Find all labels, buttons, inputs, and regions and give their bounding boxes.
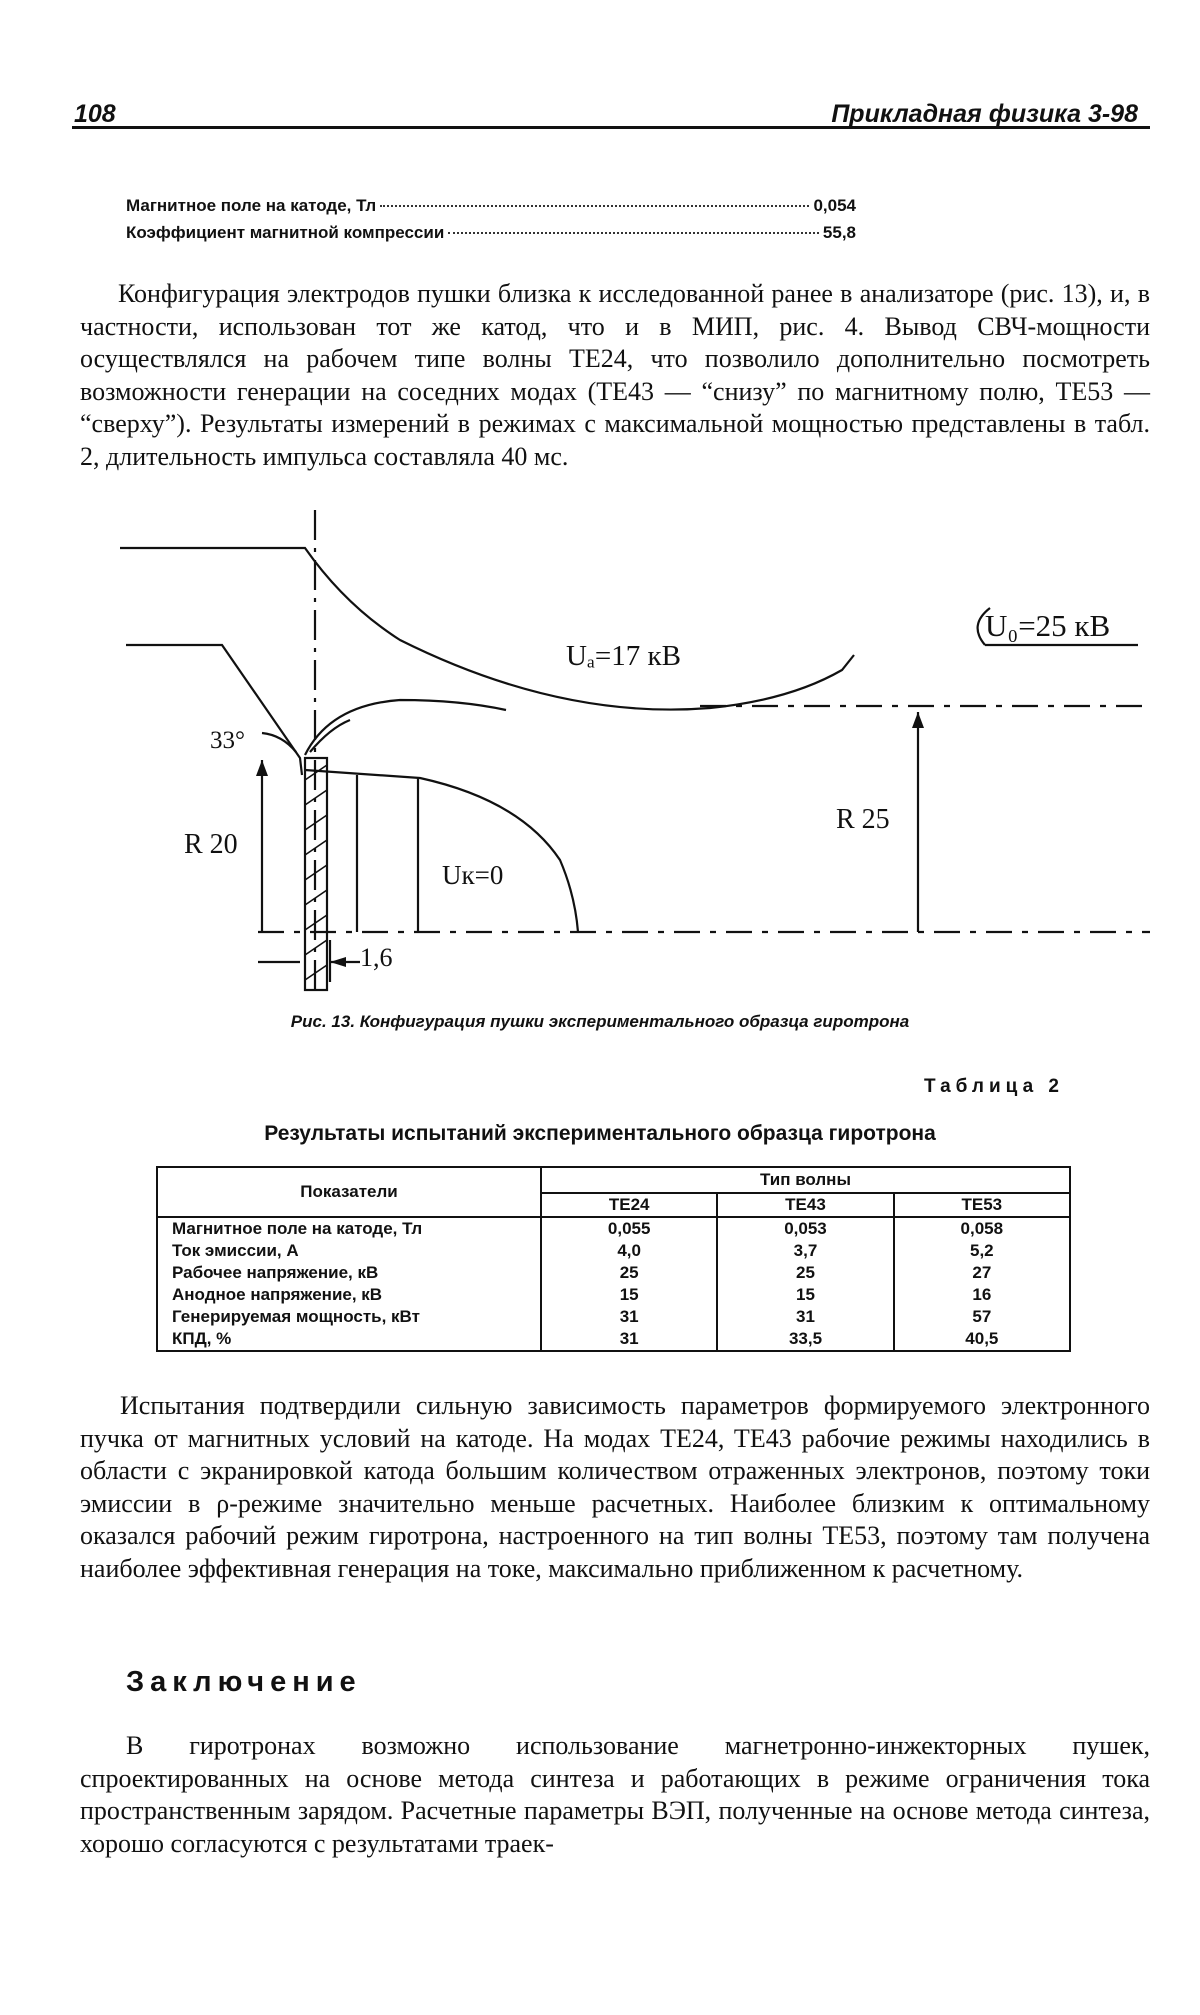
arrowhead: [912, 712, 924, 728]
spec-value: 55,8: [822, 223, 856, 242]
label-angle: 33°: [210, 727, 245, 754]
cell: 15: [717, 1284, 893, 1306]
cell: 3,7: [717, 1240, 893, 1262]
arrowhead: [330, 957, 346, 967]
header-rule: [72, 126, 1150, 129]
cathode-contour: [126, 645, 302, 775]
cell: 5,2: [894, 1240, 1070, 1262]
spec-label: Магнитное поле на катоде, Тл: [126, 196, 377, 215]
anode-contour: [120, 548, 854, 710]
intro-text: Конфигурация электродов пушки близка к исследованной ранее в анализаторе (рис. 13), и, в частности, использован тот же катод, что и в МИП, рис. 4. Вывод СВЧ-мощности осуществлялся на рабочем типе волны TE24, что позволило дополнительно посмотреть возможности генерации на соседних модах (TE43 — “снизу” по магнитному полю, TE53 — “сверху”). Результаты измерений в режимах с максимальной мощностью представлены в табл. 2, длительность импульса составляла 40 мс.: [80, 279, 1150, 471]
spec-line-magnetic-field: [126, 196, 856, 216]
cell: 31: [541, 1306, 717, 1328]
cell: 25: [541, 1262, 717, 1284]
cell: 16: [894, 1284, 1070, 1306]
table-row: [157, 1306, 1070, 1328]
row-label: Магнитное поле на катоде, Тл: [157, 1217, 541, 1240]
table-row: [157, 1262, 1070, 1284]
gun-configuration-figure: [0, 500, 1200, 1000]
intro-paragraph: [80, 278, 1150, 473]
table-label: Таблица 2: [923, 1076, 1064, 1097]
row-label: Анодное напряжение, кВ: [157, 1284, 541, 1306]
header-param: Показатели: [157, 1167, 541, 1217]
conclusion-text: В гиротронах возможно использование магнетронно-инжекторных пушек, спроектированных на основе метода синтеза и работающих в режиме ограничения тока пространственным зарядом. Расчетные параметры ВЭП, полученные на основе метода синтеза, хорошо согласуются с результатами траек-: [80, 1731, 1150, 1858]
figure-caption: Рис. 13. Конфигурация пушки экспериментального образца гиротрона: [290, 1012, 910, 1031]
table-row: [157, 1217, 1070, 1240]
cell: 15: [541, 1284, 717, 1306]
section-title: Заключение: [126, 1666, 362, 1698]
cell: 4,0: [541, 1240, 717, 1262]
table-title: Результаты испытаний экспериментального образца гиротрона: [264, 1122, 936, 1145]
label-u0: U₀=25 кВ: [985, 608, 1111, 643]
column-header: TE43: [717, 1193, 893, 1217]
cell: 33,5: [717, 1328, 893, 1351]
cell: 57: [894, 1306, 1070, 1328]
label-r20: R 20: [184, 829, 238, 860]
leader-dots: [448, 232, 819, 234]
label-ua: Uₐ=17 кВ: [566, 640, 681, 672]
cathode-face: [305, 770, 578, 932]
row-label: Генерируемая мощность, кВт: [157, 1306, 541, 1328]
cell: 40,5: [894, 1328, 1070, 1351]
leader-dots: [380, 205, 809, 207]
cell: 27: [894, 1262, 1070, 1284]
cell: 31: [541, 1328, 717, 1351]
arrowhead: [256, 760, 268, 776]
results-text: Испытания подтвердили сильную зависимость параметров формируемого электронного пучка от магнитных условий на катоде. На модах TE24, TE43 рабочие режимы находились в области с экранировкой катода большим количеством отраженных электронов, поэтому токи эмиссии в ρ-режиме значительно меньше расчетных. Наиболее близким к оптимальному оказался рабочий режим гиротрона, настроенного на тип волны TE53, поэтому там получена наиболее эффективная генерация на токе, максимально приближенном к расчетному.: [80, 1391, 1150, 1583]
cell: 0,055: [541, 1217, 717, 1240]
table-row: [157, 1240, 1070, 1262]
spec-line-compression: [126, 223, 856, 243]
row-label: КПД, %: [157, 1328, 541, 1351]
angle-arc: [262, 733, 296, 752]
spec-value: 0,054: [813, 196, 856, 215]
cell: 0,053: [717, 1217, 893, 1240]
cell: 31: [717, 1306, 893, 1328]
header-group: Тип волны: [541, 1167, 1070, 1193]
column-header: TE24: [541, 1193, 717, 1217]
conclusion-paragraph: [80, 1730, 1150, 1860]
journal-title: Прикладная физика 3-98: [831, 100, 1138, 128]
row-label: Рабочее напряжение, кВ: [157, 1262, 541, 1284]
table-row: [157, 1284, 1070, 1306]
table-row: [157, 1328, 1070, 1351]
row-label: Ток эмиссии, А: [157, 1240, 541, 1262]
label-r25: R 25: [836, 804, 890, 835]
results-table: [156, 1166, 1071, 1352]
cell: 25: [717, 1262, 893, 1284]
cell: 0,058: [894, 1217, 1070, 1240]
results-paragraph: [80, 1390, 1150, 1585]
label-uk: Uк=0: [442, 860, 504, 890]
page-number: 108: [74, 100, 116, 128]
column-header: TE53: [894, 1193, 1070, 1217]
spec-label: Коэффициент магнитной компрессии: [126, 223, 445, 242]
label-dimension: 1,6: [360, 943, 393, 972]
